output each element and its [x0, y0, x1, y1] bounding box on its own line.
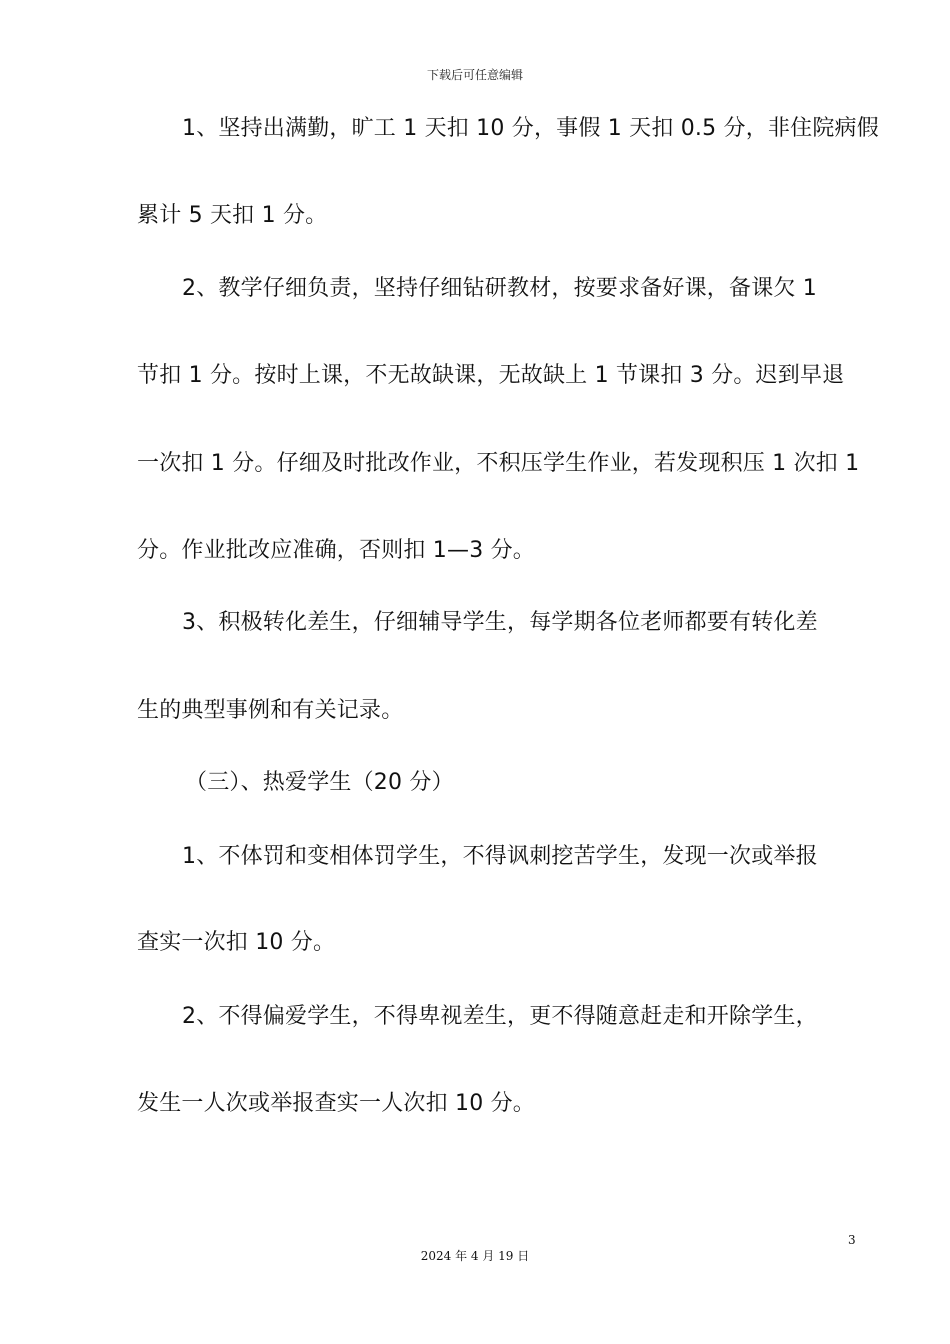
- page-header: 下载后可任意编辑: [426, 68, 523, 82]
- paragraph-line: 累计 5 天扣 1 分。: [137, 203, 328, 228]
- paragraph-line: 1、坚持出满勤，旷工 1 天扣 10 分，事假 1 天扣 0.5 分，非住院病假: [182, 116, 879, 141]
- paragraph-line: 生的典型事例和有关记录。: [137, 698, 404, 723]
- paragraph-line: 节扣 1 分。按时上课，不无故缺课，无故缺上 1 节课扣 3 分。迟到早退: [137, 363, 845, 388]
- section-heading: （三）、热爱学生（20 分）: [185, 770, 454, 795]
- paragraph-line: 2、不得偏爱学生，不得卑视差生，更不得随意赶走和开除学生，: [182, 1004, 818, 1029]
- paragraph-line: 1、不体罚和变相体罚学生，不得讽刺挖苦学生，发现一次或举报: [182, 844, 818, 869]
- paragraph-line: 分。作业批改应准确，否则扣 1—3 分。: [137, 538, 535, 563]
- paragraph-line: 3、积极转化差生，仔细辅导学生，每学期各位老师都要有转化差: [182, 610, 818, 635]
- paragraph-line: 2、教学仔细负责，坚持仔细钻研教材，按要求备好课，备课欠 1: [182, 276, 817, 301]
- paragraph-line: 查实一次扣 10 分。: [137, 930, 336, 955]
- page-number: 3: [848, 1233, 856, 1247]
- page-footer-date: 2024 年 4 月 19 日: [420, 1249, 530, 1263]
- paragraph-line: 发生一人次或举报查实一人次扣 10 分。: [137, 1091, 535, 1116]
- paragraph-line: 一次扣 1 分。仔细及时批改作业，不积压学生作业，若发现积压 1 次扣 1: [137, 451, 860, 476]
